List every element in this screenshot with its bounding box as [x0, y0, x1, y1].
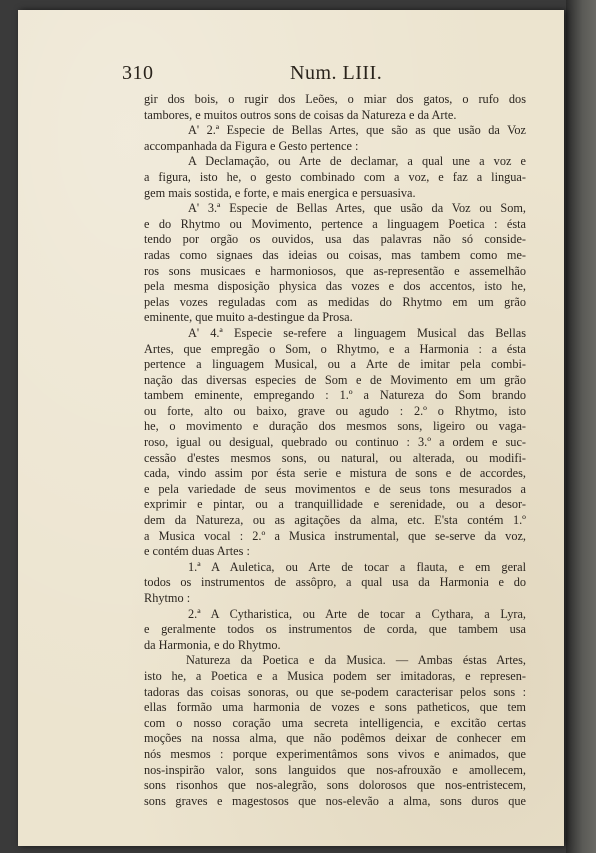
text-line: ellas formão uma harmonia de vozes e sons patheticos, que tem: [144, 700, 526, 715]
text-line: tadoras das coisas sonoras, ou que se-podem caracterisar pelos sons :: [144, 684, 526, 699]
text-line: e contém duas Artes :: [144, 544, 250, 559]
text-line: sons graves e magestosos que nos-elevão a alma, sons duros que: [144, 793, 526, 808]
text-line: a Musica vocal : 2.º a Musica instrumental, que se-serve da voz,: [144, 528, 526, 543]
text-line: A Declamação, ou Arte de declamar, a qual une a voz e: [188, 154, 526, 169]
text-line: gir dos bois, o rugir dos Leões, o miar dos gatos, o rufo dos: [144, 92, 526, 106]
text-line: nação das diversas especies de Som e de Movimento em um grão: [144, 372, 526, 387]
text-line: tambores, e muitos outros sons de coisas da Natureza e da Arte.: [144, 107, 457, 122]
text-line: dem da Natureza, ou as agitações da alma, etc. E'sta contém 1.º: [144, 513, 526, 528]
text-line: ou forte, alto ou baixo, grave ou agudo : 2.º o Rhytmo, isto: [144, 403, 526, 418]
text-line: e geralmente todos os instrumentos de corda, que tambem usa: [144, 622, 526, 637]
text-line: 1.ª A Auletica, ou Arte de tocar a flauta, e em geral: [188, 559, 526, 574]
body-text: [144, 92, 526, 809]
text-line: exprimir e pintar, ou a tranquillidade e serenidade, ou a desor-: [144, 497, 526, 512]
page-heading: Num. LIII.: [290, 62, 383, 84]
text-line: moções na nossa alma, que não podêmos deixar de conhecer em: [144, 731, 526, 746]
book-edge: [566, 0, 596, 853]
text-line: gem mais sostida, e forte, e mais energica e persuasiva.: [144, 185, 416, 200]
text-line: A' 4.ª Especie se-refere a linguagem Musical das Bellas: [188, 325, 526, 340]
text-line: A' 2.ª Especie de Bellas Artes, que são as que usão da Voz: [188, 123, 526, 138]
text-line: tendo por orgão os ouvidos, usa das palavras não só conside-: [144, 232, 526, 247]
text-line: eminente, que muito a-destingue da Prosa.: [144, 310, 353, 325]
text-line: radas como signaes das ideias ou coisas, mas tambem como me-: [144, 247, 526, 262]
text-line: tambem eminente, empregando : 1.º a Natureza do Som brando: [144, 388, 526, 403]
text-line: e do Rhytmo ou Movimento, pertence a linguagem Poetica : ésta: [144, 216, 526, 231]
text-line: 2.ª A Cytharistica, ou Arte de tocar a Cythara, a Lyra,: [188, 606, 526, 621]
text-line: he, o movimento e duração dos mesmos sons, ligeiro ou vaga-: [144, 419, 526, 434]
page-number: 310: [122, 62, 154, 84]
text-line: accompanhada da Figura e Gesto pertence :: [144, 138, 359, 153]
text-line: ros sons musicaes e harmoniosos, que as-representão e assemelhão: [144, 263, 526, 278]
text-line: pertence a linguagem Musical, ou a Arte de imitar pela combi-: [144, 357, 526, 372]
page-header: [122, 62, 422, 88]
text-line: cada, vindo assim por ésta serie e mistura de sons e de accordes,: [144, 466, 526, 481]
text-line: roso, igual ou desigual, quebrado ou continuo : 3.º a ordem e suc-: [144, 435, 526, 450]
text-line: pela mesma disposição physica das vozes e dos accentos, isto he,: [144, 279, 526, 294]
text-line: Rhytmo :: [144, 591, 191, 605]
text-line: cessão d'estes mesmos sons, ou natural, ou alterada, ou modifi-: [144, 450, 526, 465]
text-line: com o nosso coração uma secreta intelligencia, e excitão certas: [144, 715, 526, 730]
text-line: nós mesmos : porque experimentâmos sons vivos e animados, que: [144, 746, 526, 761]
text-line: A' 3.ª Especie de Bellas Artes, que usão da Voz ou Som,: [188, 201, 526, 216]
text-line: todos os instrumentos de assôpro, a qual usa da Harmonia e do: [144, 575, 526, 590]
text-line: da Harmonia, e do Rhytmo.: [144, 637, 281, 652]
text-line: e pela variedade de seus movimentos e de seus tons mesurados a: [144, 481, 526, 496]
text-line: Natureza da Poetica e da Musica. — Ambas éstas Artes,: [186, 653, 526, 668]
text-line: a figura, isto he, o gesto combinado com a voz, e faz a lingua-: [144, 169, 526, 184]
text-line: isto he, a Poetica e a Musica podem ser imitadoras, e represen-: [144, 668, 526, 683]
text-line: pelas vozes reguladas com as medidas do Rhytmo em um grão: [144, 294, 526, 309]
text-line: nos-inspirão valor, sons languidos que nos-afrouxão e amollecem,: [144, 762, 526, 777]
text-line: Artes, que empregão o Som, o Rhytmo, e a Harmonia : a ésta: [144, 341, 526, 356]
text-line: sons risonhos que nos-alegrão, sons dolorosos que nos-entristecem,: [144, 778, 526, 793]
